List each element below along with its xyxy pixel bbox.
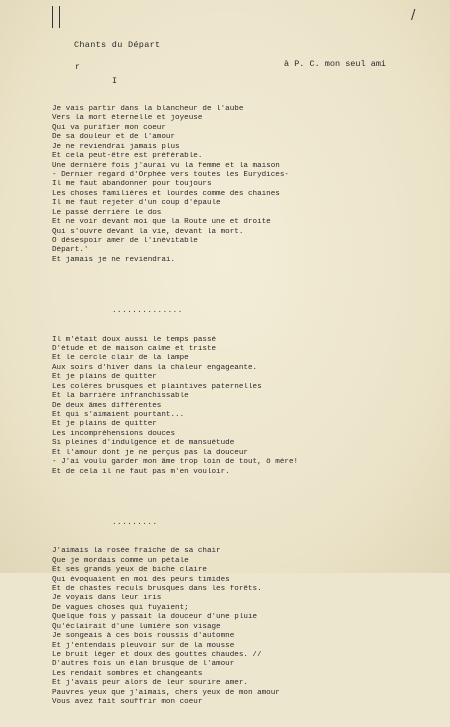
- poem-line: Je ne reviendrai jamais plus: [52, 142, 180, 151]
- poem-line: D'étude et de maison calme et triste: [52, 344, 217, 353]
- poem-line: Et l'amour dont je ne perçus pas la douceur: [52, 448, 248, 457]
- poem-line: Et je plains de quitter: [52, 420, 157, 429]
- poem-line: Et j'avais peur alors de leur sourire amer.: [52, 679, 248, 688]
- poem-line: - J'ai voulu garder mon âme trop loin de tout, ô mère!: [52, 458, 299, 467]
- poem-line: Il me faut abandonner pour toujours: [52, 180, 212, 189]
- poem-line: Et la barrière infranchissable: [52, 392, 189, 401]
- poem-line: Les rendait sombres et changeants: [52, 669, 203, 678]
- stanza-2: [52, 336, 444, 478]
- poem-line: D'autres fois un élan brusque de l'amour: [52, 660, 235, 669]
- poem-line: Vers la mort éternelle et joyeuse: [52, 114, 203, 123]
- poem-line: Pauvres yeux que j'aimais, chers yeux de mon amour: [52, 688, 280, 697]
- stanza-1: [52, 105, 444, 265]
- poem-line: Et de cela il ne faut pas m'en vouloir.: [52, 467, 230, 476]
- poem-line: Je songeais à ces bois roussis d'automne: [52, 632, 235, 641]
- poem-line: Il m'était doux aussi le temps passé: [52, 335, 217, 344]
- poem-line: Et jamais je ne reviendrai.: [52, 255, 176, 264]
- poem-line: Et cela peut-être est préférable.: [52, 152, 203, 161]
- poem-line: De deux âmes différentes: [52, 401, 162, 410]
- poem-line: Et ses grands yeux de biche claire: [52, 566, 207, 575]
- poem-line: Qui va purifier mon coeur: [52, 123, 166, 132]
- poem-line: Une dernière fois j'aurai vu la femme et la maison: [52, 161, 280, 170]
- poem-line: Il me faut rejeter d'un coup d'épaule: [52, 199, 221, 208]
- poem-line: Les colères brusques et plaintives paternelles: [52, 382, 262, 391]
- poem-line: Je vais partir dans la blancheur de l'aube: [52, 104, 244, 113]
- poem-line: Les incompréhensions douces: [52, 429, 176, 438]
- section-number: I: [112, 76, 118, 86]
- poem-body: [52, 86, 444, 727]
- poem-line: Le passé derrière le dos: [52, 208, 162, 217]
- poem-line: Et ne voir devant moi que la Route une et droite: [52, 218, 271, 227]
- poem-title: Chants du Départ: [74, 40, 161, 50]
- poem-line: Qu'éclairait d'une lumière son visage: [52, 622, 221, 631]
- poem-line: Aux soirs d'hiver dans la chaleur engageante.: [52, 363, 258, 372]
- poem-line: Qui s'ouvre devant la vie, devant la mort.: [52, 227, 244, 236]
- poem-line: Que je mordais comme un pétale: [52, 556, 189, 565]
- margin-mark: [52, 6, 60, 28]
- corner-mark: /: [411, 8, 416, 23]
- poem-line: De sa douleur et de l'amour: [52, 133, 176, 142]
- poem-line: Si pleines d'indulgence et de mansuétude: [52, 439, 235, 448]
- poem-line: O désespoir amer de l'inévitable: [52, 237, 198, 246]
- poem-line: Et de chastes reculs brusques dans les forêts.: [52, 584, 262, 593]
- poem-line: Et je plains de quitter: [52, 373, 157, 382]
- small-mark: r: [75, 63, 80, 72]
- poem-line: Qui évoquaient en moi des peurs timides: [52, 575, 230, 584]
- poem-line: Et qui s'aimaient pourtant...: [52, 411, 185, 419]
- poem-line: De vagues choses qui fuyaient;: [52, 603, 189, 612]
- poem-line: J'aimais la rosée fraîche de sa chair: [52, 547, 221, 556]
- poem-line: Départ.': [52, 246, 89, 255]
- poem-line: Le bruit léger et doux des gouttes chaudes. //: [52, 651, 262, 660]
- stanza-3: [52, 547, 444, 707]
- poem-line: Et le cercle clair de la lampe: [52, 354, 189, 363]
- separator: ..............: [112, 307, 183, 316]
- poem-line: Quelque fois y passait la douceur d'une pluie: [52, 613, 258, 622]
- poem-line: Et j'entendais pleuvoir sur de la mousse: [52, 641, 235, 650]
- poem-line: - Dernier regard d'Orphée vers toutes les Eurydices-: [52, 170, 289, 179]
- poem-line: Je voyais dans leur iris: [52, 594, 162, 603]
- poem-line: Vous avez fait souffrir mon coeur: [52, 698, 203, 707]
- dedication: à P. C. mon seul ami: [284, 59, 387, 69]
- poem-line: Les choses familières et lourdes comme des chaines: [52, 189, 280, 198]
- separator: .........: [112, 518, 158, 527]
